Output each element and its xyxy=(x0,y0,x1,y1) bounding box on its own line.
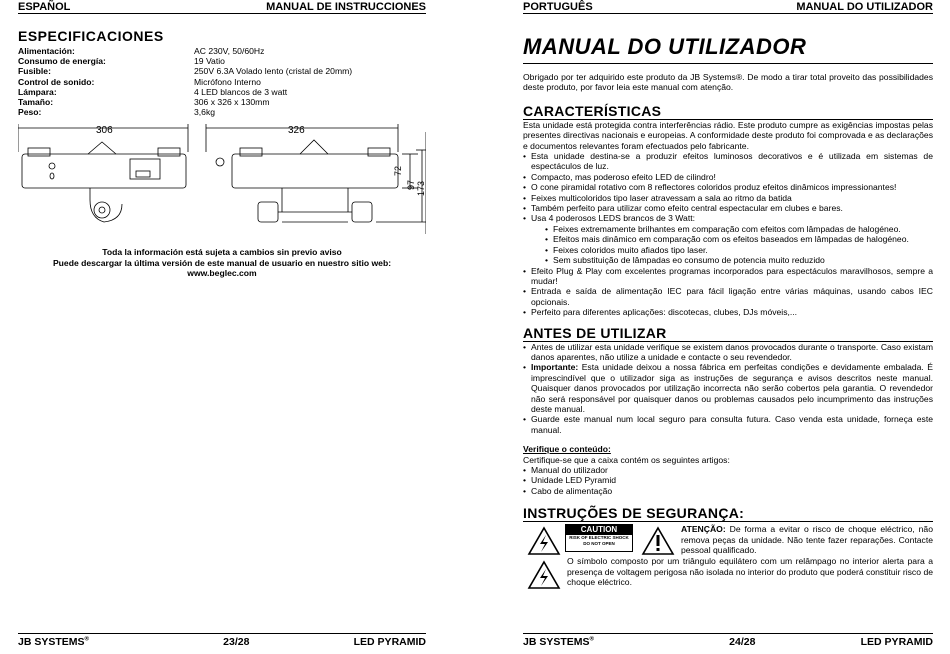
intro-text: Obrigado por ter adquirido este produto da JB Systems®. De modo a tirar total proveito das possibilidades deste produto, por favor leia este manual com atenção. xyxy=(523,72,933,93)
spec-value: 306 x 326 x 130mm xyxy=(194,97,270,108)
left-footer-reg: ® xyxy=(84,636,89,643)
dim-height-72: 72 xyxy=(393,165,403,176)
feature-item-text: Usa 4 poderosos LEDS brancos de 3 Watt: xyxy=(531,213,696,224)
dim-height-173: 173 xyxy=(416,180,426,196)
led-sub-item-text: Feixes extremamente brilhantes em comparação com efeitos com lâmpadas de halogéneo. xyxy=(553,223,901,234)
feature-item-text: Entrada e saída de alimentação IEC para fácil ligação entre várias máquinas, usando cabos IEC opcionais. xyxy=(531,286,933,307)
left-footer-product: LED PYRAMID xyxy=(353,636,426,648)
feature-item-text: O cone piramidal rotativo com 8 reflectores coloridos produz efeitos dinâmicos impressionantes! xyxy=(531,182,897,193)
feature-item xyxy=(523,213,933,265)
right-header xyxy=(523,0,933,12)
spec-key: Fusible: xyxy=(18,66,51,77)
left-footer-page: 23/28 xyxy=(223,636,250,648)
feature-item xyxy=(523,172,933,182)
specs-title: ESPECIFICACIONES xyxy=(18,28,164,44)
right-footer-product: LED PYRAMID xyxy=(860,636,933,648)
caution-label xyxy=(565,524,633,552)
notice-download: Puede descargar la última versión de este manual de usuario en nuestro sitio web: www.beglec.com xyxy=(52,257,392,278)
led-sub-item-text: Feixes coloridos muito afiados tipo laser. xyxy=(553,244,708,255)
dim-side-width: 326 xyxy=(288,125,305,136)
page-title: MANUAL DO UTILIZADOR xyxy=(523,34,807,59)
right-page xyxy=(523,0,933,654)
spec-row xyxy=(18,56,426,66)
left-header-language: ESPAÑOL xyxy=(18,1,71,13)
caution-line1: RISK OF ELECTRIC SHOCK xyxy=(569,535,629,541)
spec-row xyxy=(18,66,426,76)
verify-item-text: Unidade LED Pyramid xyxy=(531,475,617,486)
verify-item xyxy=(523,465,933,475)
spec-key: Consumo de energía: xyxy=(18,56,106,67)
lightning-symbol-icon xyxy=(527,560,561,590)
spec-value: 3,6kg xyxy=(194,107,216,118)
lightning-warning-icon xyxy=(527,526,561,556)
right-footer xyxy=(523,633,933,648)
caution-line2: DO NOT OPEN xyxy=(583,540,615,546)
feature-item-text: Perfeito para diferentes aplicações: discotecas, clubes, DJs móveis,... xyxy=(531,307,798,318)
feature-item xyxy=(523,286,933,307)
verify-item xyxy=(523,486,933,496)
led-sub-item xyxy=(545,245,933,255)
spec-key: Peso: xyxy=(18,107,42,118)
spec-key: Tamaño: xyxy=(18,97,54,108)
feature-item-text: Efeito Plug & Play com excelentes programas incorporados para espectáculos maravilhosos, sempre a mudar! xyxy=(531,265,933,286)
spec-key: Lámpara: xyxy=(18,86,57,97)
spec-value: 19 Vatio xyxy=(194,56,225,67)
left-header xyxy=(18,0,426,12)
right-footer-reg: ® xyxy=(589,636,594,643)
feature-item-text: Feixes multicoloridos tipo laser atravessam a sala ao ritmo da batida xyxy=(531,192,792,203)
right-footer-brand: JB SYSTEMS xyxy=(523,636,590,648)
caution-title: CAUTION xyxy=(566,525,632,535)
dim-front-width: 306 xyxy=(96,125,113,136)
feature-item xyxy=(523,307,933,317)
verify-item xyxy=(523,475,933,485)
spec-value: 250V 6.3A Volado lento (cristal de 20mm) xyxy=(194,66,353,77)
verify-list xyxy=(523,465,933,496)
right-header-manual: MANUAL DO UTILIZADOR xyxy=(796,1,933,13)
title-rule xyxy=(523,63,933,64)
safety-title: INSTRUÇÕES DE SEGURANÇA: xyxy=(523,505,745,522)
feature-item-text: Também perfeito para utilizar como efeito central espectacular em clubes e bares. xyxy=(531,203,843,214)
safety-rule xyxy=(523,521,933,522)
feature-item xyxy=(523,266,933,287)
dim-height-97: 97 xyxy=(406,179,416,190)
spec-row xyxy=(18,77,426,87)
features-intro: Esta unidade está protegida contra interferências rádio. Este produto cumpre as exigências impostas pelas presentes directivas nacionais e europeias. A conformidade deste produto foi comprovada e as declarações e documentos relevantes foram efectuados pelo fabricante. xyxy=(523,119,933,151)
feature-item xyxy=(523,193,933,203)
before-item xyxy=(523,342,933,363)
exclamation-warning-icon xyxy=(641,526,675,556)
feature-item xyxy=(523,203,933,213)
verify-item-text: Manual do utilizador xyxy=(531,465,608,475)
spec-row xyxy=(18,107,426,117)
before-item-text: Antes de utilizar esta unidade verifique se existem danos provocados durante o transporte. Caso existam danos aparentes, não utilize a unidade e contacte o seu revendedor. xyxy=(531,341,933,362)
led-sub-item-text: Sem substituição de lâmpadas eo consumo de potencia muito reduzido xyxy=(553,255,825,266)
specs-table xyxy=(18,46,426,117)
led-sub-item xyxy=(545,234,933,244)
led-sub-item-text: Efeitos mais dinâmico em comparação com os efeitos baseados em lâmpadas de halogéneo. xyxy=(553,234,909,245)
verify-intro: Certifique-se que a caixa contém os seguintes artigos: xyxy=(523,454,730,465)
spec-value: Micrófono Interno xyxy=(194,76,261,87)
before-title: ANTES DE UTILIZAR xyxy=(523,324,667,341)
led-sub-item xyxy=(545,255,933,265)
symbol-text: O símbolo composto por um triângulo equilátero com um relâmpago no interior alerta para a presença de voltagem perigosa não isolada no interior do produto que poderá constituir risco de choque eléctrico. xyxy=(567,556,933,588)
notice-changes: Toda la información está sujeta a cambios sin previo aviso xyxy=(102,247,342,257)
spec-key: Alimentación: xyxy=(18,46,75,56)
right-footer-page: 24/28 xyxy=(729,636,756,648)
led-sub-item xyxy=(545,224,933,234)
left-page xyxy=(18,0,426,654)
caution-icons xyxy=(523,524,681,576)
attention-label: ATENÇÃO: xyxy=(681,524,726,535)
before-item-label: Importante: xyxy=(531,362,579,373)
right-header-language: PORTUGUÊS xyxy=(523,1,593,13)
before-item-text: Guarde este manual num local seguro para consulta futura. Caso venda esta unidade, forneça este manual. xyxy=(531,414,933,435)
verify-item-text: Cabo de alimentação xyxy=(531,485,613,496)
spec-key: Control de sonido: xyxy=(18,76,95,87)
features-list xyxy=(523,151,933,318)
attention-body: De forma a evitar o risco de choque eléctrico, não remova peças da unidade. Não tente fazer reparações. Contacte pessoal qualificado. xyxy=(681,524,933,556)
before-list xyxy=(523,342,933,436)
feature-item-text: Compacto, mas poderoso efeito LED de cilindro! xyxy=(531,171,716,182)
left-footer-brand: JB SYSTEMS xyxy=(18,636,85,648)
left-header-manual: MANUAL DE INSTRUCCIONES xyxy=(266,1,426,13)
spec-row xyxy=(18,46,426,56)
left-footer xyxy=(18,633,426,648)
feature-item xyxy=(523,151,933,172)
spec-row xyxy=(18,87,426,97)
before-item xyxy=(523,414,933,435)
led-sub-list xyxy=(531,224,933,266)
features-title: CARACTERÍSTICAS xyxy=(523,102,662,119)
spec-value: AC 230V, 50/60Hz xyxy=(194,46,265,56)
feature-item-text: Esta unidade destina-se a produzir efeitos luminosos decorativos e é utilizada em sistemas de espectáculos de luz. xyxy=(531,151,933,172)
spec-row xyxy=(18,97,426,107)
dimension-drawing xyxy=(18,122,426,240)
before-item-text: Esta unidade deixou a nossa fábrica em perfeitas condições e devidamente embalada. É imprescindível que o utilizador siga as instruções de segurança e avisos descritos neste manual. Quaisquer danos provocados por utilização incorrecta não serão cobertos pela garantia. O revendedor não será responsável por quaisquer danos ou problemas causados pelo incumprimento das instruções deste manual. xyxy=(531,362,933,414)
before-item xyxy=(523,362,933,414)
verify-title: Verifique o conteúdo: xyxy=(523,444,611,455)
feature-item xyxy=(523,182,933,192)
spec-value: 4 LED blancos de 3 watt xyxy=(194,86,288,97)
